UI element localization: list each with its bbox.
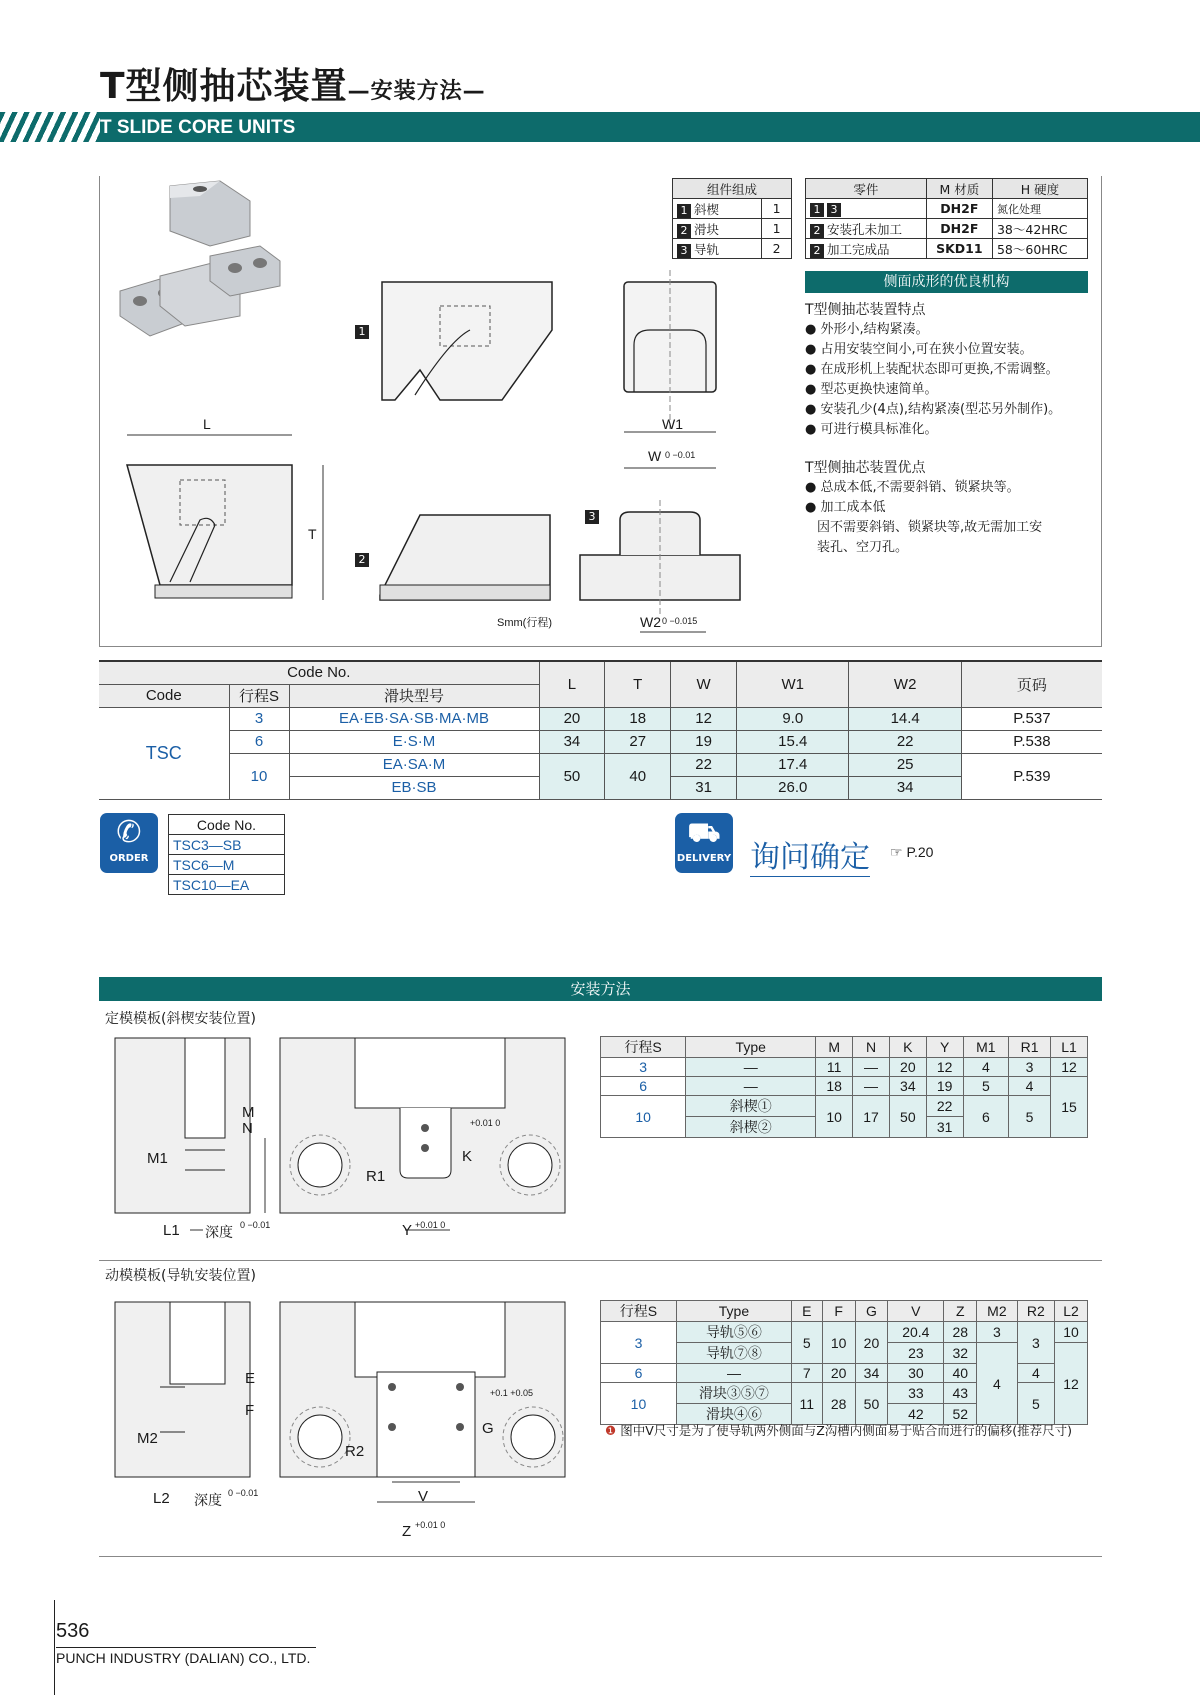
tol-depth-1: 0 −0.01 <box>240 1220 271 1230</box>
label-R2: R2 <box>345 1443 365 1460</box>
spec-table: Code No. L T W W1 W2 页码 Code 行程S 滑块型号 TSC 3 EA·EB·SA·SB·MA·MB 20 18 12 9.0 14.4 P.537 6 E·S·M 34 27 19 15.4 22 P.538 10 EA·SA·M 50 40 22 17.4 25 P.539 EB·SB 31 26.0 34 <box>99 660 1102 800</box>
tol-depth-2: 0 −0.01 <box>228 1488 259 1498</box>
label-depth-2: 深度 <box>194 1493 222 1509</box>
materials-table: 零件 M 材质 H 硬度 1 3 DH2F 氮化处理 2 安装孔未加工 DH2F 38～42HRC 2 加工完成品 SKD11 58～60HRC <box>805 178 1088 259</box>
label-Y: Y <box>402 1222 413 1239</box>
dim-L: L <box>203 416 211 432</box>
tol-K: +0.01 0 <box>470 1118 501 1128</box>
dim-W1: W1 <box>662 416 683 432</box>
moving-plate-drawing <box>105 1292 575 1522</box>
dim-W: W <box>648 448 662 464</box>
title-banner <box>0 112 1200 142</box>
delivery-icon: ⛟ DELIVERY <box>675 813 733 873</box>
tol-W: 0 −0.01 <box>665 450 696 460</box>
delivery-text: 询问确定 <box>750 832 870 877</box>
dim-T: T <box>308 526 317 542</box>
order-code-table: Code No. TSC3—SB TSC6—M TSC10—EA <box>168 814 285 895</box>
features-block: T型侧抽芯装置特点 ● 外形小,结构紧凑。 ● 占用安装空间小,可在狭小位置安装。 ● 在成形机上装配状态即可更换,不需调整。 ● 型芯更换快速简单。 ● 安装孔少(4点),结构紧凑(型芯另外制作)。 ● 可进行模具标准化。 T型侧抽芯装置优点 ● 总成本低,不需要斜销、锁紧块等。 ● 加工成本低 因不需要斜销、锁紧块等,故无需加工安 装孔、空刀孔。 <box>805 302 1062 555</box>
label-V: V <box>418 1488 429 1505</box>
tol-Y: +0.01 0 <box>415 1220 446 1230</box>
label-E: E <box>245 1370 256 1387</box>
label-Z: Z <box>402 1523 412 1540</box>
install-note: ❶ 图中V尺寸是为了使导轨两外侧面与Z沟槽内侧面易于贴合而进行的偏移(推荐尺寸) <box>605 1423 1073 1438</box>
moving-plate-table: 行程S Type E F G V Z M2 R2 L2 3 导轨⑤⑥ 5 10 20 20.4 28 3 3 10 导轨⑦⑧ 23 32 4 12 6 — 7 20 34 30 40 4 10 滑块③⑤⑦ 11 28 50 33 43 5 滑块④⑥ 42 52 <box>600 1300 1088 1425</box>
composition-table: 组件组成 1 斜楔 1 2 滑块 1 3 导轨 2 <box>672 178 792 259</box>
delivery-page-ref[interactable]: ☞ P.20 <box>890 844 934 860</box>
features-bar: 侧面成形的优良机构 <box>805 271 1088 293</box>
fixed-plate-drawing <box>105 1030 575 1250</box>
stroke-label: Smm(行程) <box>497 617 552 629</box>
label-L2: L2 <box>153 1490 170 1507</box>
part-1-marker: 1 <box>355 325 369 339</box>
footer-underline <box>56 1647 316 1648</box>
tol-Z: +0.01 0 <box>415 1520 446 1530</box>
page-title: T型侧抽芯装置—安装方法— <box>100 66 486 107</box>
company-name: PUNCH INDUSTRY (DALIAN) CO., LTD. <box>56 1650 311 1666</box>
label-G: G <box>482 1420 494 1437</box>
order-icon: ✆ ORDER <box>100 813 158 873</box>
fixed-plate-title: 定模模板(斜楔安装位置) <box>105 1011 256 1027</box>
page-subtitle: —安装方法— <box>347 79 486 104</box>
banner-title-en: T SLIDE CORE UNITS <box>100 117 296 138</box>
label-F: F <box>245 1402 255 1419</box>
page-number: 536 <box>56 1620 90 1642</box>
part-3-marker: 3 <box>585 510 599 524</box>
label-L1: L1 <box>163 1222 180 1239</box>
part-2-marker: 2 <box>355 553 369 567</box>
tol-W2: 0 −0.015 <box>662 616 698 626</box>
section-divider <box>99 1260 1102 1261</box>
install-bar: 安装方法 <box>99 977 1102 1001</box>
label-M: M <box>242 1104 255 1121</box>
bottom-divider <box>99 1556 1102 1557</box>
tol-G: +0.1 +0.05 <box>490 1388 534 1398</box>
label-M2: M2 <box>137 1430 158 1447</box>
composition-header: 组件组成 <box>673 179 792 199</box>
label-depth-1: 深度 <box>205 1225 233 1241</box>
label-K: K <box>462 1148 473 1165</box>
moving-plate-title: 动模模板(导轨安装位置) <box>105 1268 256 1284</box>
label-R1: R1 <box>366 1168 386 1185</box>
footer-rule <box>54 1600 55 1695</box>
dim-W2: W2 <box>640 614 661 630</box>
label-N: N <box>242 1120 253 1137</box>
label-M1: M1 <box>147 1150 168 1167</box>
fixed-plate-table: 行程S Type M N K Y M1 R1 L1 3 — 11 — 20 12 4 3 12 6 — 18 — 34 19 5 4 15 10 斜楔① 10 17 50 22 6 5 斜楔② 31 <box>600 1036 1088 1138</box>
